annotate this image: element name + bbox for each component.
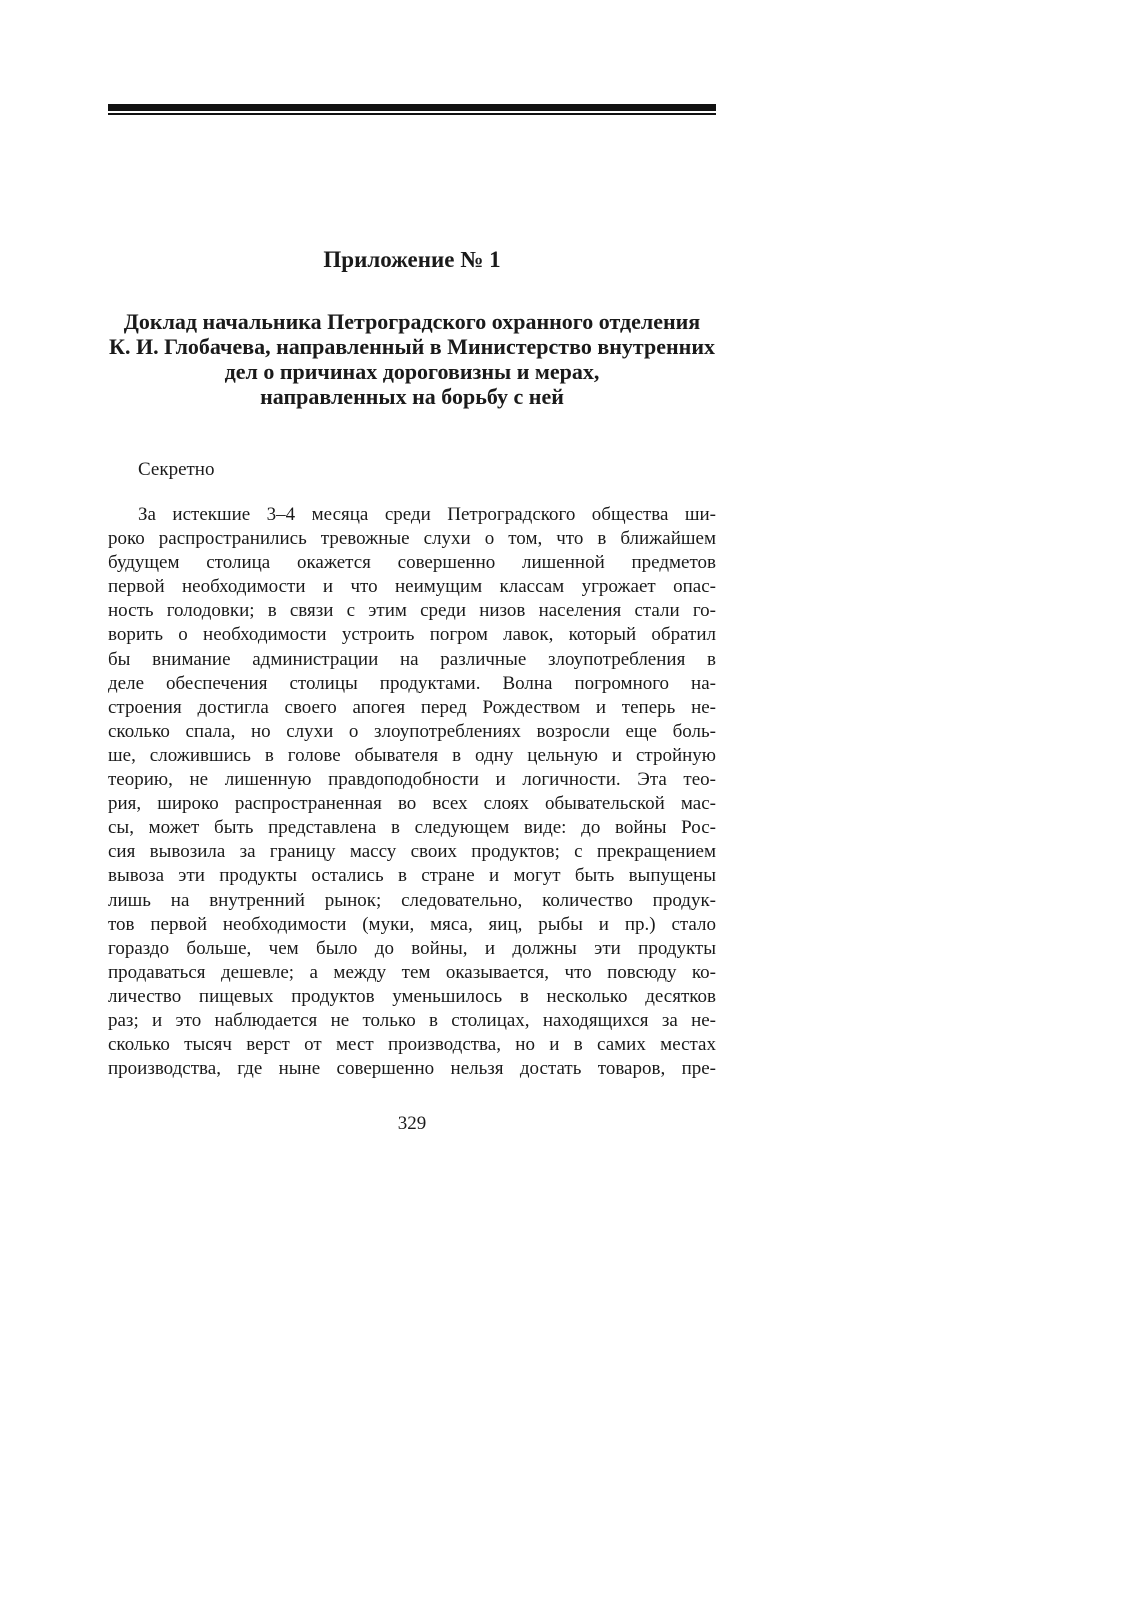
header-rule-thin (108, 113, 716, 115)
body-line: продаваться дешевле; а между тем оказывается, что повсюду ко- (108, 961, 716, 983)
body-line: сия вывозила за границу массу своих продуктов; с прекращением (108, 841, 716, 863)
body-line: ворить о необходимости устроить погром лавок, который обратил (108, 624, 716, 646)
report-title-line: направленных на борьбу с ней (260, 384, 564, 409)
body-line: теорию, не лишенную правдоподобности и логичности. Эта тео- (108, 769, 716, 791)
page-number: 329 (397, 1113, 427, 1134)
body-line: ше, сложившись в голове обывателя в одну цельную и стройную (108, 744, 716, 766)
body-line: сколько спала, но слухи о злоупотреблениях возросли еще боль- (108, 720, 716, 742)
body-line: первой необходимости и что неимущим классам угрожает опас- (108, 576, 716, 598)
body-line: гораздо больше, чем было до войны, и должны эти продукты (108, 937, 716, 959)
body-line: рия, широко распространенная во всех слоях обывательской мас- (108, 793, 716, 815)
body-line: лишь на внутренний рынок; следовательно, количество продук- (108, 889, 716, 911)
body-paragraph (108, 503, 716, 1081)
body-line: вывоза эти продукты остались в стране и могут быть выпущены (108, 865, 716, 887)
body-line: тов первой необходимости (муки, мяса, яиц, рыбы и пр.) стало (108, 913, 716, 935)
body-line: ность голодовки; в связи с этим среди низов населения стали го- (108, 600, 716, 622)
body-line: раз; и это наблюдается не только в столицах, находящихся за не- (108, 1009, 716, 1031)
report-title-line: Доклад начальника Петроградского охранного отделения (123, 309, 701, 334)
body-line: производства, где ныне совершенно нельзя достать товаров, пре- (108, 1058, 716, 1080)
body-line: бы внимание администрации на различные злоупотребления в (108, 648, 716, 670)
body-line: деле обеспечения столицы продуктами. Волна погромного на- (108, 672, 716, 694)
body-line: сы, может быть представлена в следующем виде: до войны Рос- (108, 817, 716, 839)
appendix-title: Приложение № 1 (323, 247, 501, 272)
body-line: будущем столица окажется совершенно лишенной предметов (108, 552, 716, 574)
body-line: личество пищевых продуктов уменьшилось в несколько десятков (108, 985, 716, 1007)
body-line: За истекшие 3–4 месяца среди Петроградского общества ши- (138, 504, 716, 525)
report-title-line: К. И. Глобачева, направленный в Министерство внутренних (109, 334, 715, 359)
body-line: роко распространились тревожные слухи о том, что в ближайшем (108, 528, 716, 550)
body-line: сколько тысяч верст от мест производства, но и в самих местах (108, 1034, 716, 1056)
report-title (108, 309, 716, 409)
classification-label: Секретно (138, 459, 215, 480)
body-line: строения достигла своего апогея перед Рождеством и теперь не- (108, 696, 716, 718)
report-title-line: дел о причинах дороговизны и мерах, (224, 359, 600, 384)
header-rule-thick (108, 104, 716, 111)
